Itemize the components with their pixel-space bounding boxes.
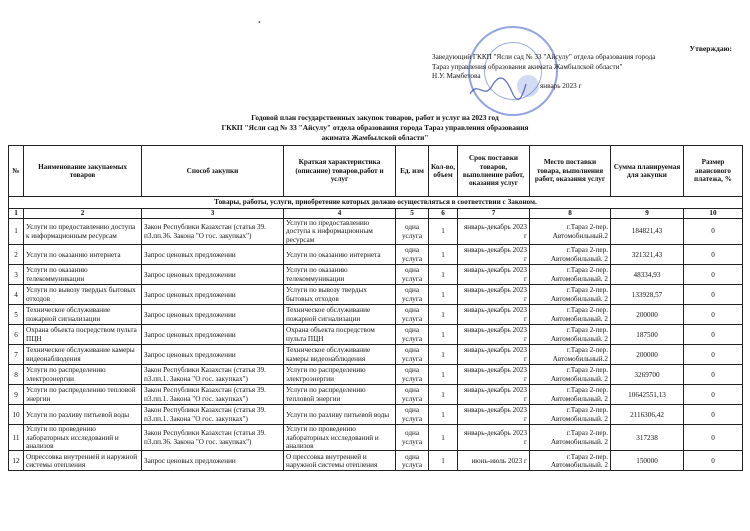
row-unit: одна услуга <box>396 345 429 365</box>
column-number: 4 <box>284 209 396 219</box>
row-place: г.Тараз 2-пер. Автомобильный. 2 <box>530 385 611 405</box>
header-qty: Кол-во, объем <box>429 146 458 197</box>
row-name: Услуги по оказанию телекоммуникации <box>24 265 142 285</box>
approval-line-2: Тараз управления образования акимата Жамбылской области" <box>432 62 623 71</box>
row-qty: 1 <box>429 219 458 245</box>
row-unit: одна услуга <box>396 451 429 471</box>
row-unit: одна услуга <box>396 385 429 405</box>
row-unit: одна услуга <box>396 405 429 425</box>
row-qty: 1 <box>429 305 458 325</box>
row-method: Запрос ценовых предложении <box>142 265 284 285</box>
table-row <box>9 245 743 265</box>
row-term: январь-декабрь 2023 г <box>458 345 530 365</box>
row-name: Опрессовка внутренней и наружной системы отепления <box>24 451 142 471</box>
row-term: январь-декабрь 2023 г <box>458 285 530 305</box>
row-unit: одна услуга <box>396 365 429 385</box>
row-unit: одна услуга <box>396 325 429 345</box>
row-advance: 0 <box>684 425 743 451</box>
row-desc: Услуги по разливу питьевой воды <box>284 405 396 425</box>
row-method: Закон Республики Казахстан (статья 39. п3.пп.36. Закона "О гос. закупках") <box>142 219 284 245</box>
row-advance: 0 <box>684 245 743 265</box>
approval-date: январь 2023 г <box>540 81 582 90</box>
header-unit: Ед. изм <box>396 146 429 197</box>
table-row <box>9 451 743 471</box>
row-term: январь-декабрь 2023 г <box>458 305 530 325</box>
header-name: Наименование закупаемых товаров <box>24 146 142 197</box>
row-advance: 0 <box>684 405 743 425</box>
row-method: Закон Республики Казахстан (статья 39. п3.пп.36. Закона "О гос. закупках") <box>142 425 284 451</box>
row-name: Техническое обслуживание камеры видеонаблюдения <box>24 345 142 365</box>
row-unit: одна услуга <box>396 305 429 325</box>
row-qty: 1 <box>429 385 458 405</box>
row-method: Закон Республики Казахстан (статья 39. п3.пп.1. Закона "О гос. закупках") <box>142 365 284 385</box>
row-qty: 1 <box>429 405 458 425</box>
document-title-line-1: Годовой план государственных закупок товаров, работ и услуг на 2023 год <box>251 113 499 122</box>
row-place: г.Тараз 2-пер. Автомобильный. 2 <box>530 325 611 345</box>
row-qty: 1 <box>429 325 458 345</box>
row-num: 10 <box>9 405 24 425</box>
column-number: 6 <box>429 209 458 219</box>
row-place: г.Тараз 2-пер. Автомобильный.2 <box>530 219 611 245</box>
row-term: январь-декабрь 2023 г <box>458 325 530 345</box>
row-num: 9 <box>9 385 24 405</box>
row-qty: 1 <box>429 245 458 265</box>
table-row <box>9 325 743 345</box>
row-sum: 10642551,13 <box>611 385 684 405</box>
row-term: январь-декабрь 2023 г <box>458 365 530 385</box>
row-num: 5 <box>9 305 24 325</box>
approval-signer: Н.У. Мамбетова <box>432 72 481 81</box>
header-advance: Размер авансового платежа, % <box>684 146 743 197</box>
row-unit: одна услуга <box>396 285 429 305</box>
row-num: 2 <box>9 245 24 265</box>
column-number: 1 <box>9 209 24 219</box>
row-desc: Услуги по оказанию телекоммуникации <box>284 265 396 285</box>
stray-mark: • <box>258 18 261 27</box>
row-advance: 0 <box>684 385 743 405</box>
row-unit: одна услуга <box>396 425 429 451</box>
row-name: Услуги по разливу питьевой воды <box>24 405 142 425</box>
row-num: 7 <box>9 345 24 365</box>
row-desc: Услуги по оказанию интернета <box>284 245 396 265</box>
table-row <box>9 219 743 245</box>
row-term: январь-декабрь 2023 г <box>458 425 530 451</box>
row-sum: 200000 <box>611 345 684 365</box>
row-method: Закон Республики Казахстан (статья 39. п3.пп.1. Закона "О гос. закупках") <box>142 405 284 425</box>
row-qty: 1 <box>429 285 458 305</box>
row-desc: О прессовка внутренней и наружной системы отепления <box>284 451 396 471</box>
section-row <box>9 197 743 209</box>
row-name: Услуги по предоставлению доступа к информационным ресурсам <box>24 219 142 245</box>
row-term: январь-декабрь 2023 г <box>458 219 530 245</box>
table-row <box>9 385 743 405</box>
row-unit: одна услуга <box>396 219 429 245</box>
row-desc: Услуги по вывозу твердых бытовых отходов <box>284 285 396 305</box>
row-name: Техническое обслуживание пожарной сигнализации <box>24 305 142 325</box>
approval-block <box>432 44 742 91</box>
row-sum: 187500 <box>611 325 684 345</box>
row-qty: 1 <box>429 365 458 385</box>
row-name: Услуги по оказанию интернета <box>24 245 142 265</box>
row-place: г.Тараз 2-пер. Автомобильный. 2 <box>530 305 611 325</box>
row-advance: 0 <box>684 305 743 325</box>
column-number: 5 <box>396 209 429 219</box>
row-method: Закон Республики Казахстан (статья 39. п3.пп.1. Закона "О гос. закупках") <box>142 385 284 405</box>
row-num: 4 <box>9 285 24 305</box>
row-sum: 317238 <box>611 425 684 451</box>
row-desc: Услуги по проведению лабораторных исследований и анализов <box>284 425 396 451</box>
header-method: Способ закупки <box>142 146 284 197</box>
table-row <box>9 305 743 325</box>
row-unit: одна услуга <box>396 245 429 265</box>
row-place: г.Тараз 2-пер. Автомобильный. 2 <box>530 451 611 471</box>
row-sum: 150000 <box>611 451 684 471</box>
row-advance: 0 <box>684 451 743 471</box>
row-num: 12 <box>9 451 24 471</box>
row-place: г.Тараз 2-пер. Автомобильный. 2 <box>530 265 611 285</box>
table-row <box>9 285 743 305</box>
document-title-line-3: акимата Жамбылской области" <box>321 133 429 142</box>
header-term: Срок поставки товаров, выполнение работ, оказания услуг <box>458 146 530 197</box>
approval-heading: Утверждаю: <box>689 44 732 53</box>
row-qty: 1 <box>429 345 458 365</box>
row-name: Услуги по распределению тепловой энергии <box>24 385 142 405</box>
row-place: г.Тараз 2-пер. Автомобильный. 2 <box>530 425 611 451</box>
document-title-line-2: ГККП "Ясли сад № 33 "Айсулу" отдела образования города Тараз управления образования <box>221 123 529 132</box>
row-sum: 3269700 <box>611 365 684 385</box>
row-method: Запрос ценовых предложении <box>142 285 284 305</box>
table-row <box>9 365 743 385</box>
table-row <box>9 405 743 425</box>
row-method: Запрос ценовых предложении <box>142 345 284 365</box>
table-row <box>9 265 743 285</box>
row-unit: одна услуга <box>396 265 429 285</box>
column-number: 7 <box>458 209 530 219</box>
row-method: Запрос ценовых предложении <box>142 245 284 265</box>
section-title: Товары, работы, услуги, приобретение которых должно осуществляться в соответствии с Законом. <box>9 197 743 209</box>
row-sum: 2116306,42 <box>611 405 684 425</box>
row-term: июнь-июль 2023 г <box>458 451 530 471</box>
row-sum: 321321,43 <box>611 245 684 265</box>
row-qty: 1 <box>429 265 458 285</box>
row-desc: Услуги по предоставлению доступа к информационным ресурсам <box>284 219 396 245</box>
row-desc: Услуги по распределению тепловой энергии <box>284 385 396 405</box>
row-term: январь-декабрь 2023 г <box>458 245 530 265</box>
row-num: 1 <box>9 219 24 245</box>
row-desc: Техническое обслуживание пожарной сигнализации <box>284 305 396 325</box>
row-sum: 184821,43 <box>611 219 684 245</box>
header-sum: Сумма планируемая для закупки <box>611 146 684 197</box>
column-number: 3 <box>142 209 284 219</box>
column-number: 8 <box>530 209 611 219</box>
table-row <box>9 425 743 451</box>
row-num: 11 <box>9 425 24 451</box>
row-place: г.Тараз 2-пер. Автомобильный. 2 <box>530 245 611 265</box>
column-number-row <box>9 209 743 219</box>
row-num: 3 <box>9 265 24 285</box>
header-num: № <box>9 146 24 197</box>
row-desc: Техническое обслуживание камеры видеонаблюдения <box>284 345 396 365</box>
row-term: январь-декабрь 2023 г <box>458 385 530 405</box>
header-desc: Краткая характеристика (описание) товаров,работ и услуг <box>284 146 396 197</box>
row-advance: 0 <box>684 345 743 365</box>
row-advance: 0 <box>684 219 743 245</box>
row-name: Услуги по вывозу твердых бытовых отходов <box>24 285 142 305</box>
row-place: г.Тараз 2-пер. Автомобильный. 2 <box>530 405 611 425</box>
column-number: 9 <box>611 209 684 219</box>
row-term: январь-декабрь 2023 г <box>458 265 530 285</box>
row-sum: 48334,93 <box>611 265 684 285</box>
row-desc: Охрана объекта посредством пульта ПЦН <box>284 325 396 345</box>
row-name: Услуги по проведению лабораторных исследований и анализов <box>24 425 142 451</box>
row-desc: Услуги по распределению электроэнергии <box>284 365 396 385</box>
row-place: г.Тараз 2-пер. Автомобильный.2 <box>530 345 611 365</box>
row-place: г.Тараз 2-пер. Автомобильный. 2 <box>530 365 611 385</box>
row-num: 8 <box>9 365 24 385</box>
row-method: Запрос ценовых предложении <box>142 325 284 345</box>
row-qty: 1 <box>429 425 458 451</box>
row-advance: 0 <box>684 325 743 345</box>
row-method: Запрос ценовых предложении <box>142 305 284 325</box>
row-term: январь-декабрь 2023 г <box>458 405 530 425</box>
row-sum: 133928,57 <box>611 285 684 305</box>
column-number: 10 <box>684 209 743 219</box>
row-advance: 0 <box>684 265 743 285</box>
table-row <box>9 345 743 365</box>
row-method: Запрос ценовых предложении <box>142 451 284 471</box>
header-place: Место поставки товара, выполнения работ, оказания услуг <box>530 146 611 197</box>
approval-line-1: Заведующий ГККП "Ясли сад № 33 "Айсулу" отдела образования города <box>432 53 656 62</box>
procurement-plan-table <box>8 145 743 471</box>
table-header-row <box>9 146 743 197</box>
row-sum: 200000 <box>611 305 684 325</box>
row-advance: 0 <box>684 365 743 385</box>
row-name: Охрана объекта посредством пульта ПЦН <box>24 325 142 345</box>
column-number: 2 <box>24 209 142 219</box>
row-num: 6 <box>9 325 24 345</box>
row-qty: 1 <box>429 451 458 471</box>
row-advance: 0 <box>684 285 743 305</box>
row-place: г.Тараз 2-пер. Автомобильный. 2 <box>530 285 611 305</box>
row-name: Услуги по распределению электроэнергии <box>24 365 142 385</box>
